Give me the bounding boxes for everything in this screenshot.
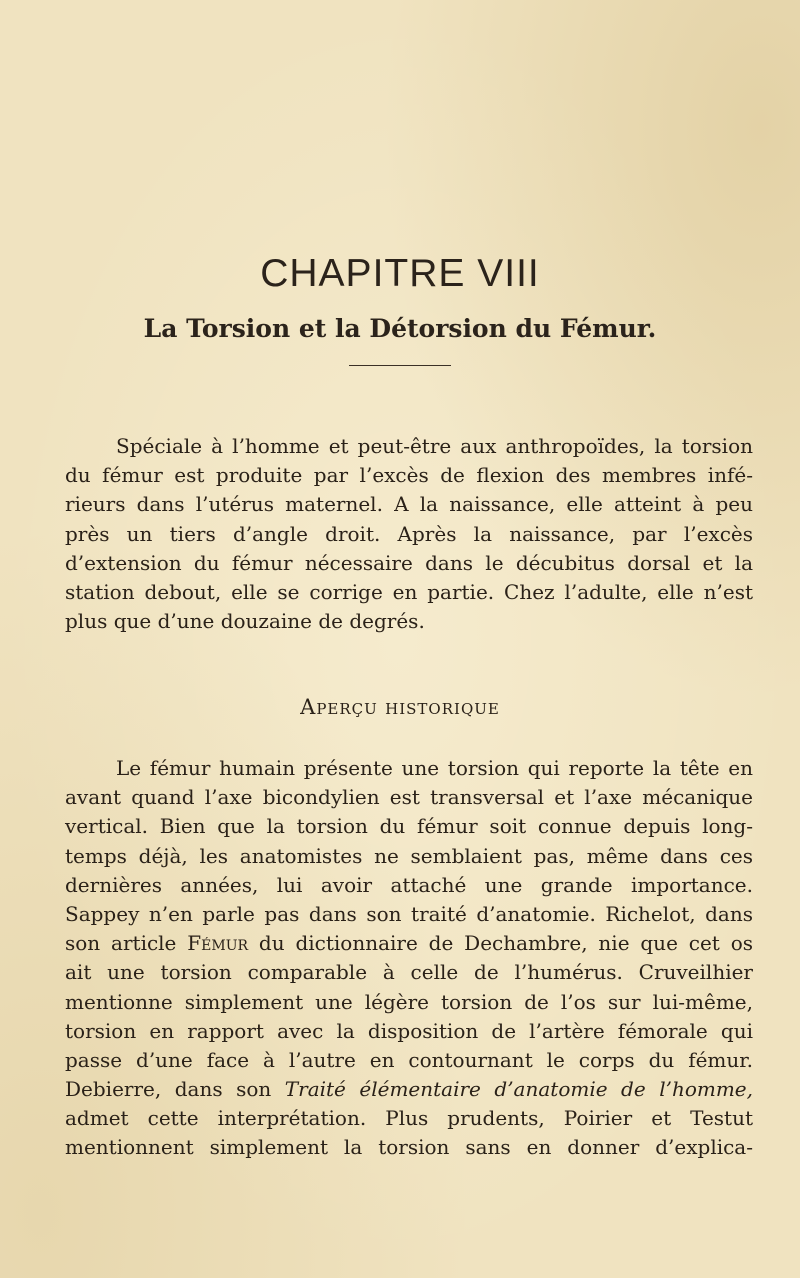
section-heading-word-1: PERÇU <box>316 700 378 718</box>
text-line: d’extension du fémur nécessaire dans le décubitus dorsal et la <box>65 550 753 575</box>
text-line: plus que d’une douzaine de degrés. <box>65 609 425 634</box>
text-line: mentionnent simplement la torsion sans en donner d’explica- <box>65 1135 753 1160</box>
text-fragment: son article <box>65 931 177 956</box>
text-line <box>65 929 753 958</box>
chapter-heading: CHAPITRE VIII <box>260 252 540 295</box>
section-heading <box>0 695 800 719</box>
section-heading-word-2: HISTORIQUE <box>385 700 500 718</box>
text-line: dernières années, lui avoir attaché une grande importance. <box>65 872 753 897</box>
text-line: rieurs dans l’utérus maternel. A la naissance, elle atteint à peu <box>65 492 753 517</box>
intro-paragraph <box>65 432 753 636</box>
text-line: près un tiers d’angle droit. Après la naissance, par l’excès <box>65 521 753 546</box>
text-line: mentionne simplement une légère torsion de l’os sur lui-même, <box>65 989 753 1014</box>
text-fragment: Debierre, dans son <box>65 1077 272 1102</box>
text-line: du fémur est produite par l’excès de flexion des membres infé- <box>65 463 753 488</box>
chapter-title: La Torsion et la Détorsion du Fémur. <box>143 314 657 343</box>
book-title: Traité élémentaire d’anatomie de l’homme, <box>284 1077 753 1102</box>
title-divider <box>349 365 451 366</box>
text-line: ait une torsion comparable à celle de l’humérus. Cruveilhier <box>65 960 753 985</box>
text-line: admet cette interprétation. Plus prudents, Poirier et Testut <box>65 1106 753 1131</box>
section-heading-initial: A <box>300 695 317 719</box>
text-line: temps déjà, les anatomistes ne semblaient pas, même dans ces <box>65 843 753 868</box>
text-line: Spéciale à l’homme et peut-être aux anthropoïdes, la torsion <box>116 434 753 458</box>
text-fragment: du dictionnaire de Dechambre, nie que cet os <box>258 931 753 956</box>
text-line: torsion en rapport avec la disposition de l’artère fémorale qui <box>65 1018 753 1043</box>
text-line: avant quand l’axe bicondylien est transversal et l’axe mécanique <box>65 785 753 810</box>
text-line: Sappey n’en parle pas dans son traité d’anatomie. Richelot, dans <box>65 901 753 926</box>
text-line: Le fémur humain présente une torsion qui reporte la tête en <box>116 756 753 780</box>
text-line: station debout, elle se corrige en partie. Chez l’adulte, elle n’est <box>65 579 753 604</box>
text-line: passe d’une face à l’autre en contournant le corps du fémur. <box>65 1047 753 1072</box>
text-line: vertical. Bien que la torsion du fémur soit connue depuis long- <box>65 814 753 839</box>
text-line <box>65 1075 753 1104</box>
dictionary-entry-name: Fémur <box>187 931 249 956</box>
history-paragraph <box>65 754 753 1163</box>
